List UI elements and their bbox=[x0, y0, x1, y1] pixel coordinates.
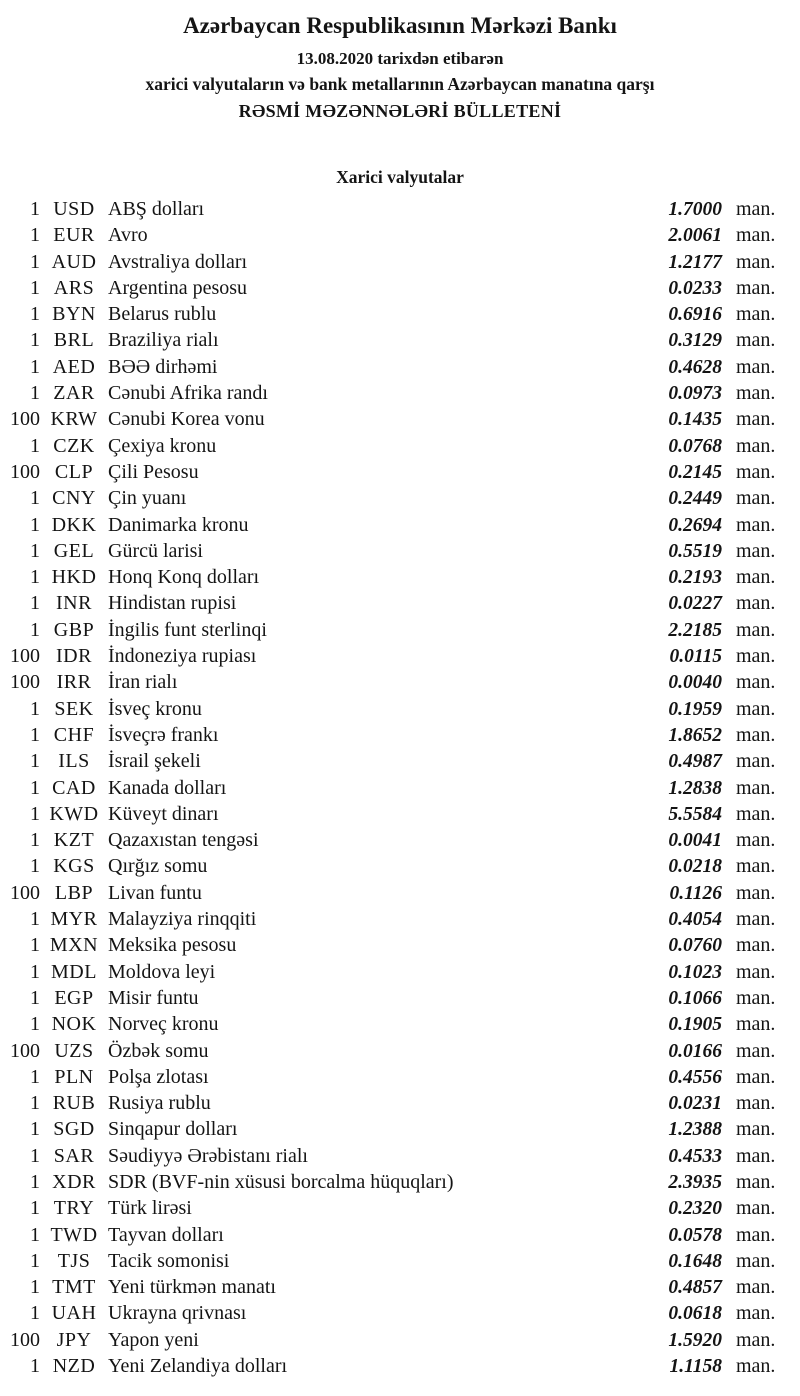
currency-code-cell: CZK bbox=[53, 434, 95, 457]
currency-row bbox=[0, 724, 800, 750]
currency-code-cell: NOK bbox=[51, 1013, 97, 1036]
currency-row bbox=[0, 329, 800, 355]
quantity-cell: 1 bbox=[30, 1092, 40, 1115]
quantity-cell: 1 bbox=[30, 1065, 40, 1088]
rate-cell: 2.2185 bbox=[668, 619, 722, 641]
currency-row bbox=[0, 1118, 800, 1144]
rate-cell: 0.1066 bbox=[668, 987, 722, 1009]
quantity-cell: 1 bbox=[30, 908, 40, 931]
rate-cell: 0.1959 bbox=[668, 698, 722, 720]
rate-cell: 0.4857 bbox=[668, 1277, 722, 1299]
quantity-cell: 100 bbox=[10, 645, 40, 668]
rate-cell: 0.0040 bbox=[668, 672, 722, 694]
quantity-cell: 1 bbox=[30, 592, 40, 615]
currency-name-cell: Misir funtu bbox=[108, 986, 199, 1009]
currency-name-cell: Moldova leyi bbox=[108, 960, 216, 983]
quantity-cell: 1 bbox=[30, 960, 40, 983]
currency-row bbox=[0, 1092, 800, 1118]
currency-name-cell: Çili Pesosu bbox=[108, 460, 199, 483]
quantity-cell: 1 bbox=[30, 1118, 40, 1141]
currency-code-cell: USD bbox=[53, 198, 95, 220]
currency-row bbox=[0, 382, 800, 408]
quantity-cell: 1 bbox=[30, 224, 40, 247]
unit-cell: man. bbox=[736, 618, 776, 641]
rate-cell: 0.1648 bbox=[668, 1250, 722, 1272]
currency-code-cell: KWD bbox=[49, 802, 99, 825]
unit-cell: man. bbox=[736, 697, 776, 720]
currency-code-cell: EGP bbox=[54, 986, 94, 1009]
currency-code-cell: XDR bbox=[52, 1170, 96, 1193]
currency-name-cell: ABŞ dolları bbox=[108, 198, 205, 220]
unit-cell: man. bbox=[736, 1223, 776, 1246]
currency-code-cell: GBP bbox=[53, 618, 95, 641]
currency-code-cell: AUD bbox=[51, 250, 97, 273]
quantity-cell: 1 bbox=[30, 434, 40, 457]
currency-code-cell: TRY bbox=[53, 1197, 95, 1220]
currency-name-cell: Gürcü larisi bbox=[108, 539, 203, 562]
currency-name-cell: Kanada dolları bbox=[108, 776, 227, 799]
unit-cell: man. bbox=[736, 1092, 776, 1115]
unit-cell: man. bbox=[736, 1249, 776, 1272]
currency-row bbox=[0, 1066, 800, 1092]
unit-cell: man. bbox=[736, 908, 776, 931]
currency-name-cell: Ukrayna qrivnası bbox=[108, 1302, 247, 1325]
unit-cell: man. bbox=[736, 855, 776, 878]
currency-row bbox=[0, 645, 800, 671]
currency-code-cell: TWD bbox=[50, 1223, 98, 1246]
currency-row bbox=[0, 487, 800, 513]
unit-cell: man. bbox=[736, 671, 776, 694]
quantity-cell: 1 bbox=[30, 303, 40, 326]
currency-code-cell: HKD bbox=[51, 566, 97, 589]
currency-name-cell: Hindistan rupisi bbox=[108, 592, 237, 615]
rate-cell: 1.7000 bbox=[668, 199, 722, 220]
currency-name-cell: İran rialı bbox=[108, 671, 178, 694]
rate-cell: 1.2177 bbox=[668, 251, 722, 273]
currency-code-cell: KZT bbox=[53, 829, 95, 852]
quantity-cell: 1 bbox=[30, 1170, 40, 1193]
currency-code-cell: SAR bbox=[53, 1144, 95, 1167]
currency-name-cell: İngilis funt sterlinqi bbox=[108, 618, 267, 641]
rate-cell: 0.1126 bbox=[669, 882, 722, 904]
currency-code-cell: DKK bbox=[51, 513, 97, 536]
quantity-cell: 1 bbox=[30, 750, 40, 773]
unit-cell: man. bbox=[736, 1118, 776, 1141]
unit-cell: man. bbox=[736, 1039, 776, 1062]
currency-name-cell: Türk lirəsi bbox=[108, 1197, 192, 1220]
currency-name-cell: Səudiyyə Ərəbistanı rialı bbox=[108, 1144, 308, 1167]
currency-row bbox=[0, 356, 800, 382]
currency-name-cell: Qırğız somu bbox=[108, 855, 208, 878]
unit-cell: man. bbox=[736, 408, 776, 431]
unit-cell: man. bbox=[736, 198, 776, 220]
currency-row bbox=[0, 882, 800, 908]
quantity-cell: 1 bbox=[30, 487, 40, 510]
currency-name-cell: Tayvan dolları bbox=[108, 1223, 224, 1246]
currency-name-cell: Sinqapur dolları bbox=[108, 1118, 238, 1141]
currency-code-cell: TJS bbox=[57, 1249, 91, 1272]
currency-name-cell: Avstraliya dolları bbox=[108, 250, 248, 273]
unit-cell: man. bbox=[736, 1328, 776, 1351]
currency-name-cell: BƏƏ dirhəmi bbox=[108, 355, 218, 378]
rate-cell: 0.6916 bbox=[668, 304, 722, 326]
quantity-cell: 1 bbox=[30, 329, 40, 352]
quantity-cell: 1 bbox=[30, 1355, 40, 1378]
currency-row bbox=[0, 619, 800, 645]
currency-row bbox=[0, 855, 800, 881]
currency-name-cell: Braziliya rialı bbox=[108, 329, 219, 352]
currency-row bbox=[0, 750, 800, 776]
currency-row bbox=[0, 777, 800, 803]
unit-cell: man. bbox=[736, 460, 776, 483]
quantity-cell: 100 bbox=[10, 1328, 40, 1351]
rate-cell: 0.0231 bbox=[668, 1093, 722, 1115]
unit-cell: man. bbox=[736, 250, 776, 273]
rate-cell: 0.2694 bbox=[668, 514, 722, 536]
currency-code-cell: ARS bbox=[53, 276, 95, 299]
currency-code-cell: BRL bbox=[53, 329, 95, 352]
currency-code-cell: RUB bbox=[52, 1092, 96, 1115]
quantity-cell: 1 bbox=[30, 986, 40, 1009]
unit-cell: man. bbox=[736, 934, 776, 957]
rate-cell: 0.0973 bbox=[668, 383, 722, 405]
currency-code-cell: SGD bbox=[53, 1118, 95, 1141]
currency-code-cell: CNY bbox=[52, 487, 96, 510]
unit-cell: man. bbox=[736, 224, 776, 247]
quantity-cell: 1 bbox=[30, 198, 40, 220]
rate-cell: 0.0218 bbox=[668, 856, 722, 878]
currency-name-cell: Yeni türkmən manatı bbox=[108, 1276, 276, 1299]
unit-cell: man. bbox=[736, 1170, 776, 1193]
unit-cell: man. bbox=[736, 1197, 776, 1220]
currency-name-cell: Livan funtu bbox=[108, 881, 202, 904]
quantity-cell: 100 bbox=[10, 881, 40, 904]
rate-cell: 0.4054 bbox=[668, 909, 722, 931]
rate-cell: 0.2193 bbox=[668, 567, 722, 589]
quantity-cell: 1 bbox=[30, 382, 40, 405]
currency-row bbox=[0, 198, 800, 224]
rate-cell: 0.0041 bbox=[668, 830, 722, 852]
currency-name-cell: Tacik somonisi bbox=[108, 1249, 230, 1272]
unit-cell: man. bbox=[736, 1302, 776, 1325]
currency-row bbox=[0, 1355, 800, 1381]
quantity-cell: 100 bbox=[10, 460, 40, 483]
currency-code-cell: ZAR bbox=[53, 382, 95, 405]
currency-row bbox=[0, 566, 800, 592]
currency-name-cell: Polşa zlotası bbox=[108, 1065, 209, 1088]
unit-cell: man. bbox=[736, 1013, 776, 1036]
unit-cell: man. bbox=[736, 645, 776, 668]
bulletin-title: RƏSMİ MƏZƏNNƏLƏRİ BÜLLETENİ bbox=[238, 101, 562, 121]
currency-row bbox=[0, 251, 800, 277]
unit-cell: man. bbox=[736, 776, 776, 799]
currency-row bbox=[0, 908, 800, 934]
quantity-cell: 100 bbox=[10, 408, 40, 431]
unit-cell: man. bbox=[736, 881, 776, 904]
rate-cell: 0.1905 bbox=[668, 1014, 722, 1036]
currency-row bbox=[0, 1302, 800, 1328]
currency-row bbox=[0, 1329, 800, 1355]
currency-name-cell: Cənubi Korea vonu bbox=[108, 408, 265, 431]
currency-name-cell: Avro bbox=[108, 224, 148, 247]
currency-name-cell: Rusiya rublu bbox=[108, 1092, 211, 1115]
currency-row bbox=[0, 1013, 800, 1039]
rates-table bbox=[0, 198, 800, 1381]
unit-cell: man. bbox=[736, 1355, 776, 1378]
currency-name-cell: Yapon yeni bbox=[108, 1328, 199, 1351]
rate-cell: 0.0768 bbox=[668, 435, 722, 457]
unit-cell: man. bbox=[736, 434, 776, 457]
currency-name-cell: İsrail şekeli bbox=[108, 750, 201, 773]
unit-cell: man. bbox=[736, 723, 776, 746]
quantity-cell: 1 bbox=[30, 723, 40, 746]
rate-cell: 0.2145 bbox=[668, 461, 722, 483]
currency-name-cell: Çin yuanı bbox=[108, 487, 187, 510]
currency-row bbox=[0, 461, 800, 487]
currency-code-cell: BYN bbox=[52, 303, 96, 326]
rate-cell: 0.4556 bbox=[668, 1066, 722, 1088]
quantity-cell: 1 bbox=[30, 776, 40, 799]
currency-name-cell: Danimarka kronu bbox=[108, 513, 249, 536]
currency-code-cell: GEL bbox=[53, 539, 95, 562]
effective-date-line: 13.08.2020 tarixdən etibarən bbox=[296, 49, 504, 68]
currency-name-cell: Çexiya kronu bbox=[108, 434, 217, 457]
currency-row bbox=[0, 277, 800, 303]
currency-name-cell: Özbək somu bbox=[108, 1039, 209, 1062]
rate-cell: 2.0061 bbox=[668, 225, 722, 247]
rate-cell: 0.0227 bbox=[668, 593, 722, 615]
rate-cell: 0.3129 bbox=[668, 330, 722, 352]
quantity-cell: 1 bbox=[30, 250, 40, 273]
currency-row bbox=[0, 934, 800, 960]
rate-cell: 0.1023 bbox=[668, 961, 722, 983]
currency-code-cell: CLP bbox=[54, 460, 94, 483]
currency-row bbox=[0, 1197, 800, 1223]
quantity-cell: 1 bbox=[30, 355, 40, 378]
currency-row bbox=[0, 1250, 800, 1276]
unit-cell: man. bbox=[736, 539, 776, 562]
currency-code-cell: UZS bbox=[54, 1039, 94, 1062]
bank-title: Azərbaycan Respublikasının Mərkəzi Bankı bbox=[183, 13, 617, 38]
currency-code-cell: UAH bbox=[51, 1302, 97, 1325]
rate-cell: 0.4987 bbox=[668, 751, 722, 773]
quantity-cell: 1 bbox=[30, 1144, 40, 1167]
currency-code-cell: CHF bbox=[53, 723, 95, 746]
currency-name-cell: Cənubi Afrika randı bbox=[108, 382, 268, 405]
currency-code-cell: SEK bbox=[54, 697, 94, 720]
currency-row bbox=[0, 803, 800, 829]
unit-cell: man. bbox=[736, 802, 776, 825]
currency-row bbox=[0, 592, 800, 618]
unit-cell: man. bbox=[736, 592, 776, 615]
currency-row bbox=[0, 514, 800, 540]
currency-name-cell: Malayziya rinqqiti bbox=[108, 908, 257, 931]
quantity-cell: 100 bbox=[10, 671, 40, 694]
currency-name-cell: Yeni Zelandiya dolları bbox=[108, 1355, 288, 1378]
unit-cell: man. bbox=[736, 303, 776, 326]
unit-cell: man. bbox=[736, 513, 776, 536]
bulletin-document bbox=[0, 12, 800, 1381]
quantity-cell: 1 bbox=[30, 276, 40, 299]
currency-code-cell: MDL bbox=[51, 960, 97, 983]
currency-row bbox=[0, 1171, 800, 1197]
currency-row bbox=[0, 1040, 800, 1066]
currency-row bbox=[0, 408, 800, 434]
rate-cell: 1.8652 bbox=[668, 724, 722, 746]
rate-cell: 0.1435 bbox=[668, 409, 722, 431]
currency-name-cell: İsveç kronu bbox=[108, 697, 202, 720]
unit-cell: man. bbox=[736, 566, 776, 589]
unit-cell: man. bbox=[736, 329, 776, 352]
currency-code-cell: KGS bbox=[53, 855, 95, 878]
rate-cell: 0.2449 bbox=[668, 488, 722, 510]
section-title-foreign-currencies: Xarici valyutalar bbox=[336, 167, 464, 187]
quantity-cell: 100 bbox=[10, 1039, 40, 1062]
unit-cell: man. bbox=[736, 1144, 776, 1167]
rate-cell: 1.1158 bbox=[669, 1356, 722, 1378]
quantity-cell: 1 bbox=[30, 539, 40, 562]
quantity-cell: 1 bbox=[30, 1302, 40, 1325]
currency-row bbox=[0, 303, 800, 329]
currency-name-cell: Meksika pesosu bbox=[108, 934, 237, 957]
currency-row bbox=[0, 961, 800, 987]
currency-name-cell: İsveçrə frankı bbox=[108, 723, 219, 746]
quantity-cell: 1 bbox=[30, 829, 40, 852]
rate-cell: 0.0233 bbox=[668, 277, 722, 299]
rate-cell: 0.0618 bbox=[668, 1303, 722, 1325]
currency-code-cell: IRR bbox=[56, 671, 92, 694]
unit-cell: man. bbox=[736, 1065, 776, 1088]
unit-cell: man. bbox=[736, 829, 776, 852]
subject-line: xarici valyutaların və bank metallarının Azərbaycan manatına qarşı bbox=[145, 74, 655, 94]
quantity-cell: 1 bbox=[30, 1013, 40, 1036]
rate-cell: 0.2320 bbox=[668, 1198, 722, 1220]
quantity-cell: 1 bbox=[30, 1276, 40, 1299]
currency-code-cell: ILS bbox=[58, 750, 90, 773]
quantity-cell: 1 bbox=[30, 1197, 40, 1220]
currency-name-cell: Honq Konq dolları bbox=[108, 566, 260, 589]
unit-cell: man. bbox=[736, 355, 776, 378]
currency-row bbox=[0, 435, 800, 461]
rate-cell: 2.3935 bbox=[668, 1171, 722, 1193]
unit-cell: man. bbox=[736, 750, 776, 773]
currency-code-cell: KRW bbox=[50, 408, 98, 431]
unit-cell: man. bbox=[736, 487, 776, 510]
currency-row bbox=[0, 671, 800, 697]
currency-name-cell: Norveç kronu bbox=[108, 1013, 219, 1036]
currency-row bbox=[0, 987, 800, 1013]
quantity-cell: 1 bbox=[30, 697, 40, 720]
rate-cell: 0.4628 bbox=[668, 356, 722, 378]
currency-row bbox=[0, 829, 800, 855]
quantity-cell: 1 bbox=[30, 802, 40, 825]
currency-code-cell: EUR bbox=[53, 224, 95, 247]
currency-row bbox=[0, 224, 800, 250]
rate-cell: 1.2838 bbox=[668, 777, 722, 799]
currency-row bbox=[0, 1224, 800, 1250]
rate-cell: 0.5519 bbox=[668, 540, 722, 562]
currency-name-cell: Küveyt dinarı bbox=[108, 802, 219, 825]
currency-code-cell: NZD bbox=[52, 1355, 96, 1378]
currency-row bbox=[0, 1145, 800, 1171]
rate-cell: 1.2388 bbox=[668, 1119, 722, 1141]
rate-cell: 1.5920 bbox=[668, 1329, 722, 1351]
unit-cell: man. bbox=[736, 986, 776, 1009]
quantity-cell: 1 bbox=[30, 934, 40, 957]
unit-cell: man. bbox=[736, 276, 776, 299]
quantity-cell: 1 bbox=[30, 855, 40, 878]
rate-cell: 0.4533 bbox=[668, 1145, 722, 1167]
currency-row bbox=[0, 1276, 800, 1302]
currency-row bbox=[0, 698, 800, 724]
quantity-cell: 1 bbox=[30, 618, 40, 641]
currency-code-cell: MXN bbox=[49, 934, 99, 957]
currency-code-cell: CAD bbox=[52, 776, 96, 799]
currency-name-cell: SDR (BVF-nin xüsusi borcalma hüquqları) bbox=[108, 1170, 454, 1193]
quantity-cell: 1 bbox=[30, 1223, 40, 1246]
unit-cell: man. bbox=[736, 1276, 776, 1299]
currency-name-cell: Belarus rublu bbox=[108, 303, 217, 326]
quantity-cell: 1 bbox=[30, 1249, 40, 1272]
currency-code-cell: INR bbox=[56, 592, 92, 615]
unit-cell: man. bbox=[736, 382, 776, 405]
currency-code-cell: TMT bbox=[52, 1276, 96, 1299]
quantity-cell: 1 bbox=[30, 513, 40, 536]
rate-cell: 0.0166 bbox=[668, 1040, 722, 1062]
rate-cell: 5.5584 bbox=[668, 803, 722, 825]
currency-code-cell: JPY bbox=[56, 1328, 92, 1351]
rate-cell: 0.0578 bbox=[668, 1224, 722, 1246]
rate-cell: 0.0760 bbox=[668, 935, 722, 957]
currency-name-cell: Argentina pesosu bbox=[108, 276, 248, 299]
currency-code-cell: PLN bbox=[54, 1065, 94, 1088]
quantity-cell: 1 bbox=[30, 566, 40, 589]
currency-name-cell: İndoneziya rupiası bbox=[108, 645, 257, 668]
currency-code-cell: LBP bbox=[54, 881, 94, 904]
currency-name-cell: Qazaxıstan tengəsi bbox=[108, 829, 259, 852]
currency-code-cell: MYR bbox=[50, 908, 98, 931]
unit-cell: man. bbox=[736, 960, 776, 983]
currency-code-cell: IDR bbox=[56, 645, 92, 668]
currency-row bbox=[0, 540, 800, 566]
currency-code-cell: AED bbox=[52, 355, 96, 378]
rate-cell: 0.0115 bbox=[669, 646, 722, 668]
